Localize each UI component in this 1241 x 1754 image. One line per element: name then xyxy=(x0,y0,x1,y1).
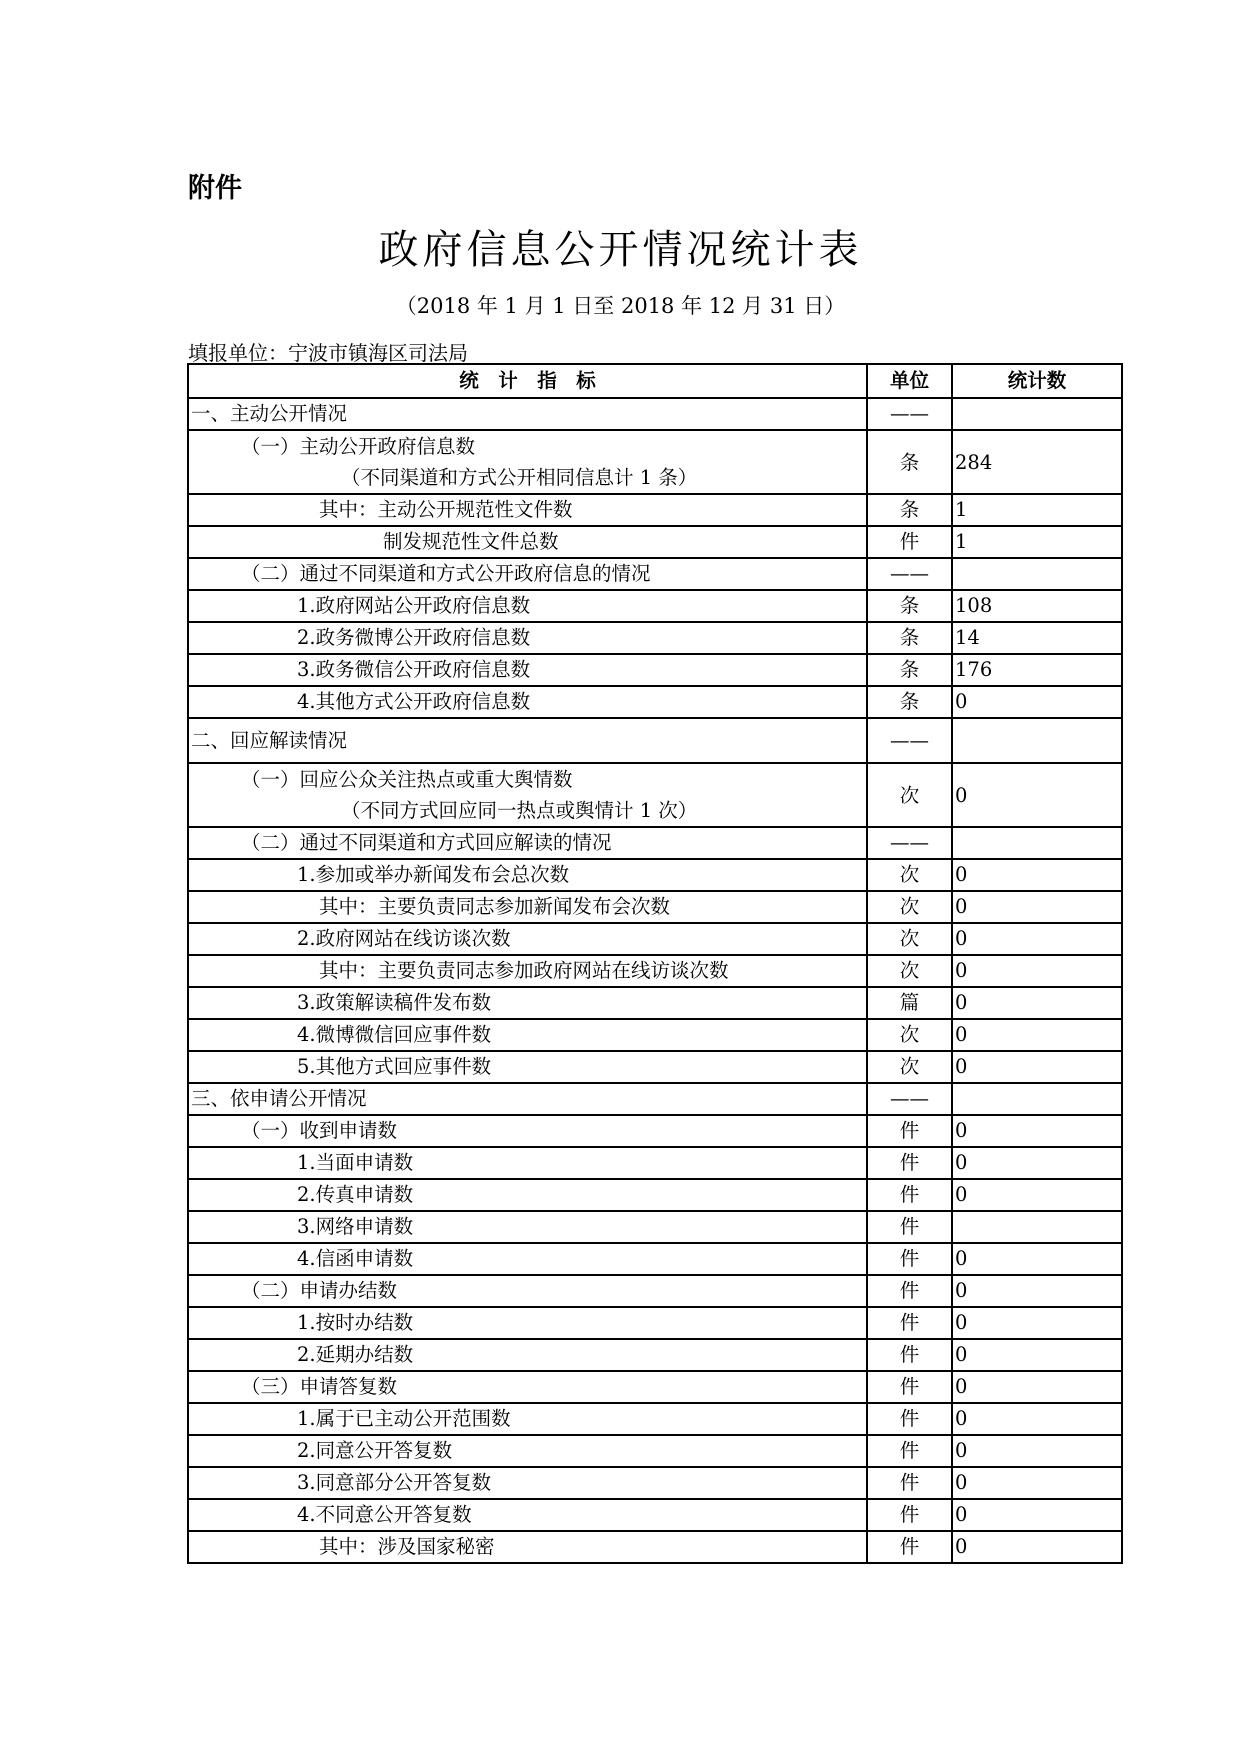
table-row xyxy=(188,1211,1122,1243)
table-row xyxy=(188,494,1122,526)
indicator-label: 1.按时办结数 xyxy=(297,1311,414,1334)
count-cell: 0 xyxy=(952,1147,1122,1179)
table-row xyxy=(188,686,1122,718)
table-row xyxy=(188,1467,1122,1499)
unit-cell: 条 xyxy=(867,622,952,654)
table-row xyxy=(188,718,1122,763)
count-cell: 176 xyxy=(952,654,1122,686)
unit-cell: 条 xyxy=(867,686,952,718)
count-cell: 0 xyxy=(952,859,1122,891)
table-row xyxy=(188,1339,1122,1371)
indicator-label: 3.同意部分公开答复数 xyxy=(297,1471,492,1494)
unit-cell: 条 xyxy=(867,654,952,686)
indicator-cell xyxy=(188,1467,867,1499)
header-count: 统计数 xyxy=(952,364,1122,398)
count-cell: 0 xyxy=(952,763,1122,827)
unit-cell: 条 xyxy=(867,430,952,494)
unit-cell: 件 xyxy=(867,1179,952,1211)
count-cell xyxy=(952,1211,1122,1243)
table-row xyxy=(188,1243,1122,1275)
indicator-cell xyxy=(188,1083,867,1115)
indicator-label: 1.参加或举办新闻发布会总次数 xyxy=(297,863,570,886)
unit-cell: 件 xyxy=(867,1339,952,1371)
count-cell: 284 xyxy=(952,430,1122,494)
indicator-cell xyxy=(188,622,867,654)
unit-cell: 件 xyxy=(867,1275,952,1307)
indicator-label: 4.信函申请数 xyxy=(297,1247,414,1270)
unit-cell: 件 xyxy=(867,1211,952,1243)
count-cell: 0 xyxy=(952,1403,1122,1435)
indicator-label: （三）申请答复数 xyxy=(241,1375,398,1398)
indicator-cell xyxy=(188,1339,867,1371)
count-cell: 108 xyxy=(952,590,1122,622)
indicator-label: （二）通过不同渠道和方式回应解读的情况 xyxy=(241,831,612,854)
unit-cell: 次 xyxy=(867,891,952,923)
indicator-cell xyxy=(188,1435,867,1467)
table-row xyxy=(188,955,1122,987)
count-cell: 0 xyxy=(952,1435,1122,1467)
table-row xyxy=(188,1531,1122,1563)
indicator-cell xyxy=(188,1243,867,1275)
indicator-label: （二）申请办结数 xyxy=(241,1279,398,1302)
indicator-cell xyxy=(188,891,867,923)
count-cell: 0 xyxy=(952,1051,1122,1083)
table-row xyxy=(188,1083,1122,1115)
indicator-label: 4.其他方式公开政府信息数 xyxy=(297,690,531,713)
attachment-label: 附件 xyxy=(188,173,242,204)
count-cell: 0 xyxy=(952,1307,1122,1339)
unit-cell: 次 xyxy=(867,1051,952,1083)
indicator-label: 三、依申请公开情况 xyxy=(191,1087,367,1110)
unit-cell: 篇 xyxy=(867,987,952,1019)
indicator-cell xyxy=(188,590,867,622)
count-cell: 0 xyxy=(952,1115,1122,1147)
table-row xyxy=(188,827,1122,859)
indicator-label: 1.政府网站公开政府信息数 xyxy=(297,594,531,617)
indicator-note: （不同渠道和方式公开相同信息计 1 条） xyxy=(341,466,698,489)
indicator-cell xyxy=(188,1211,867,1243)
unit-cell: 件 xyxy=(867,1115,952,1147)
unit-cell: 次 xyxy=(867,1019,952,1051)
indicator-cell xyxy=(188,1499,867,1531)
count-cell: 0 xyxy=(952,1019,1122,1051)
count-cell: 0 xyxy=(952,987,1122,1019)
indicator-cell xyxy=(188,526,867,558)
indicator-label: 1.属于已主动公开范围数 xyxy=(297,1407,511,1430)
indicator-label: 二、回应解读情况 xyxy=(191,728,348,752)
indicator-label: 其中：主要负责同志参加政府网站在线访谈次数 xyxy=(319,959,729,982)
indicator-cell xyxy=(188,1019,867,1051)
table-row xyxy=(188,1019,1122,1051)
unit-cell: 条 xyxy=(867,494,952,526)
table-row xyxy=(188,558,1122,590)
indicator-cell xyxy=(188,1051,867,1083)
indicator-label: 其中：主动公开规范性文件数 xyxy=(319,498,573,521)
table-row xyxy=(188,590,1122,622)
header-unit: 单位 xyxy=(867,364,952,398)
table-row xyxy=(188,1371,1122,1403)
indicator-cell xyxy=(188,923,867,955)
count-cell xyxy=(952,398,1122,430)
indicator-cell xyxy=(188,1371,867,1403)
indicator-label: （一）主动公开政府信息数 xyxy=(241,435,476,458)
indicator-cell xyxy=(188,1531,867,1563)
indicator-cell xyxy=(188,398,867,430)
indicator-label: （二）通过不同渠道和方式公开政府信息的情况 xyxy=(241,562,651,585)
count-cell xyxy=(952,1083,1122,1115)
table-row xyxy=(188,1051,1122,1083)
indicator-cell xyxy=(188,859,867,891)
unit-cell: 件 xyxy=(867,1499,952,1531)
indicator-label: 4.微博微信回应事件数 xyxy=(297,1023,492,1046)
indicator-label: 4.不同意公开答复数 xyxy=(297,1503,472,1526)
indicator-label: 2.政务微博公开政府信息数 xyxy=(297,626,531,649)
table-row xyxy=(188,763,1122,827)
statistics-table xyxy=(187,363,1123,1564)
indicator-label: 2.同意公开答复数 xyxy=(297,1439,453,1462)
table-row xyxy=(188,923,1122,955)
unit-cell: —— xyxy=(867,827,952,859)
indicator-label: 3.政策解读稿件发布数 xyxy=(297,991,492,1014)
table-row xyxy=(188,1499,1122,1531)
count-cell: 14 xyxy=(952,622,1122,654)
count-cell: 0 xyxy=(952,1371,1122,1403)
indicator-label: 其中：涉及国家秘密 xyxy=(319,1535,495,1558)
indicator-cell xyxy=(188,1179,867,1211)
count-cell: 0 xyxy=(952,923,1122,955)
table-row xyxy=(188,859,1122,891)
count-cell: 0 xyxy=(952,1243,1122,1275)
indicator-label: 2.延期办结数 xyxy=(297,1343,414,1366)
indicator-cell xyxy=(188,1275,867,1307)
reporting-period: （2018 年 1 月 1 日至 2018 年 12 月 31 日） xyxy=(395,294,846,318)
indicator-label: （一）回应公众关注热点或重大舆情数 xyxy=(241,768,573,791)
indicator-label: 3.网络申请数 xyxy=(297,1215,414,1238)
indicator-cell xyxy=(188,686,867,718)
indicator-cell xyxy=(188,430,867,494)
unit-cell: —— xyxy=(867,558,952,590)
indicator-label: （一）收到申请数 xyxy=(241,1119,398,1142)
count-cell: 0 xyxy=(952,1467,1122,1499)
indicator-label: 其中：主要负责同志参加新闻发布会次数 xyxy=(319,895,671,918)
unit-cell: 件 xyxy=(867,1467,952,1499)
indicator-cell xyxy=(188,987,867,1019)
table-header-row xyxy=(188,364,1122,398)
indicator-label: 制发规范性文件总数 xyxy=(383,530,559,553)
table-row xyxy=(188,654,1122,686)
unit-cell: 次 xyxy=(867,955,952,987)
count-cell: 0 xyxy=(952,1275,1122,1307)
unit-cell: 件 xyxy=(867,1531,952,1563)
reporting-unit: 填报单位：宁波市镇海区司法局 xyxy=(188,341,468,365)
indicator-label: 2.政府网站在线访谈次数 xyxy=(297,927,511,950)
count-cell: 0 xyxy=(952,1179,1122,1211)
unit-cell: 次 xyxy=(867,923,952,955)
page-title: 政府信息公开情况统计表 xyxy=(378,227,863,273)
indicator-cell xyxy=(188,763,867,827)
unit-cell: 次 xyxy=(867,763,952,827)
indicator-cell xyxy=(188,827,867,859)
table-row xyxy=(188,1115,1122,1147)
unit-cell: 件 xyxy=(867,1403,952,1435)
table-row xyxy=(188,398,1122,430)
indicator-cell xyxy=(188,558,867,590)
indicator-label: 5.其他方式回应事件数 xyxy=(297,1055,492,1078)
count-cell: 0 xyxy=(952,891,1122,923)
table-row xyxy=(188,1435,1122,1467)
count-cell: 0 xyxy=(952,1499,1122,1531)
count-cell: 0 xyxy=(952,1339,1122,1371)
unit-cell: 件 xyxy=(867,1307,952,1339)
table-row xyxy=(188,891,1122,923)
indicator-cell xyxy=(188,1403,867,1435)
count-cell: 0 xyxy=(952,1531,1122,1563)
indicator-label: 3.政务微信公开政府信息数 xyxy=(297,658,531,681)
count-cell: 1 xyxy=(952,526,1122,558)
indicator-label: 2.传真申请数 xyxy=(297,1183,414,1206)
table-row xyxy=(188,526,1122,558)
unit-cell: 件 xyxy=(867,1435,952,1467)
table-row xyxy=(188,1179,1122,1211)
indicator-label: 1.当面申请数 xyxy=(297,1151,414,1174)
indicator-cell xyxy=(188,718,867,763)
unit-cell: —— xyxy=(867,718,952,763)
table-row xyxy=(188,1275,1122,1307)
unit-cell: 件 xyxy=(867,1371,952,1403)
unit-cell: 件 xyxy=(867,1243,952,1275)
count-cell: 1 xyxy=(952,494,1122,526)
table-row xyxy=(188,987,1122,1019)
unit-cell: 次 xyxy=(867,859,952,891)
table-row xyxy=(188,1403,1122,1435)
table-row xyxy=(188,430,1122,494)
indicator-cell xyxy=(188,955,867,987)
unit-cell: —— xyxy=(867,398,952,430)
unit-cell: 条 xyxy=(867,590,952,622)
unit-cell: 件 xyxy=(867,1147,952,1179)
table-row xyxy=(188,1147,1122,1179)
count-cell xyxy=(952,827,1122,859)
count-cell: 0 xyxy=(952,686,1122,718)
count-cell xyxy=(952,718,1122,763)
indicator-label: 一、主动公开情况 xyxy=(191,402,348,425)
indicator-cell xyxy=(188,654,867,686)
table-row xyxy=(188,1307,1122,1339)
unit-cell: —— xyxy=(867,1083,952,1115)
table-row xyxy=(188,622,1122,654)
count-cell: 0 xyxy=(952,955,1122,987)
count-cell xyxy=(952,558,1122,590)
indicator-cell xyxy=(188,1115,867,1147)
unit-cell: 件 xyxy=(867,526,952,558)
header-indicator: 统 计 指 标 xyxy=(188,364,867,398)
indicator-cell xyxy=(188,494,867,526)
indicator-cell xyxy=(188,1147,867,1179)
indicator-cell xyxy=(188,1307,867,1339)
indicator-note: （不同方式回应同一热点或舆情计 1 次） xyxy=(341,799,698,822)
